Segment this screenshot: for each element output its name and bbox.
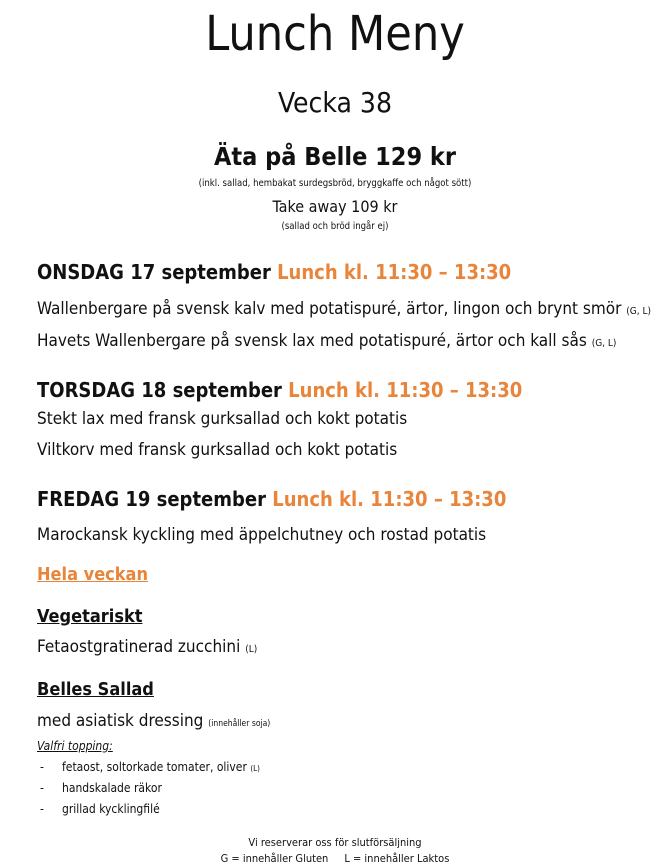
vegetarian-dish [37,637,257,657]
dish-text: Havets Wallenbergare på svensk lax med potatispuré, ärtor och kall sås [37,331,587,351]
dine-in-note: (inkl. sallad, hembakat surdegsbröd, bryggkaffe och något sött) [198,178,472,189]
bullet-dash: - [40,802,44,816]
day-heading [37,378,522,402]
takeaway-price: Take away 109 kr [272,197,398,216]
dish-item [37,331,616,351]
topping-list [40,760,260,823]
topping-text: fetaost, soltorkade tomater, oliver [62,760,247,774]
topping-text: grillad kycklingfilé [62,802,160,816]
vegetarian-heading: Vegetariskt [37,606,143,627]
list-item [40,802,260,823]
allergen-tag: (L) [250,764,260,773]
week-label: Vecka 38 [278,86,392,119]
dish-item [37,299,651,319]
day-heading [37,487,506,511]
lactose-legend: L = innehåller Laktos [344,852,450,865]
allergen-tag: (G, L) [591,338,617,349]
day-heading [37,260,511,284]
salad-heading: Belles Sallad [37,679,154,700]
allergen-tag: (L) [245,644,258,655]
takeaway-note: (sallad och bröd ingår ej) [281,221,389,232]
day-name: TORSDAG 18 september [37,378,282,402]
lunch-time: Lunch kl. 11:30 – 13:30 [272,487,507,511]
dish-text: Stekt lax med fransk gurksallad och kokt potatis [37,409,408,429]
lunch-time: Lunch kl. 11:30 – 13:30 [288,378,523,402]
salad-dish [37,711,270,731]
dish-text: Fetaostgratinerad zucchini [37,637,241,657]
dish-note: (innehåller soja) [208,719,271,729]
dish-text: Wallenbergare på svensk kalv med potatispuré, ärtor, lingon och brynt smör [37,299,622,319]
page-title: Lunch Meny [205,6,465,62]
whole-week-heading: Hela veckan [37,564,149,585]
lunch-time: Lunch kl. 11:30 – 13:30 [277,260,512,284]
dish-text: Marockansk kyckling med äppelchutney och rostad potatis [37,525,487,545]
gluten-legend: G = innehåller Gluten [220,852,329,865]
dish-item [37,525,486,545]
list-item [40,781,260,802]
dish-text: Viltkorv med fransk gurksallad och kokt potatis [37,440,398,460]
dish-item [37,440,397,460]
footer-reserve: Vi reserverar oss för slutförsäljning [248,836,422,849]
list-item [40,760,260,781]
bullet-dash: - [40,781,44,795]
footer-legend [0,852,670,865]
topping-label: Valfri topping: [37,739,113,753]
dish-text: med asiatisk dressing [37,711,204,731]
bullet-dash: - [40,760,44,774]
dish-item [37,409,407,429]
day-name: FREDAG 19 september [37,487,266,511]
allergen-tag: (G, L) [626,306,651,317]
topping-text: handskalade räkor [62,781,162,795]
dine-in-price: Äta på Belle 129 kr [214,142,456,171]
day-name: ONSDAG 17 september [37,260,271,284]
